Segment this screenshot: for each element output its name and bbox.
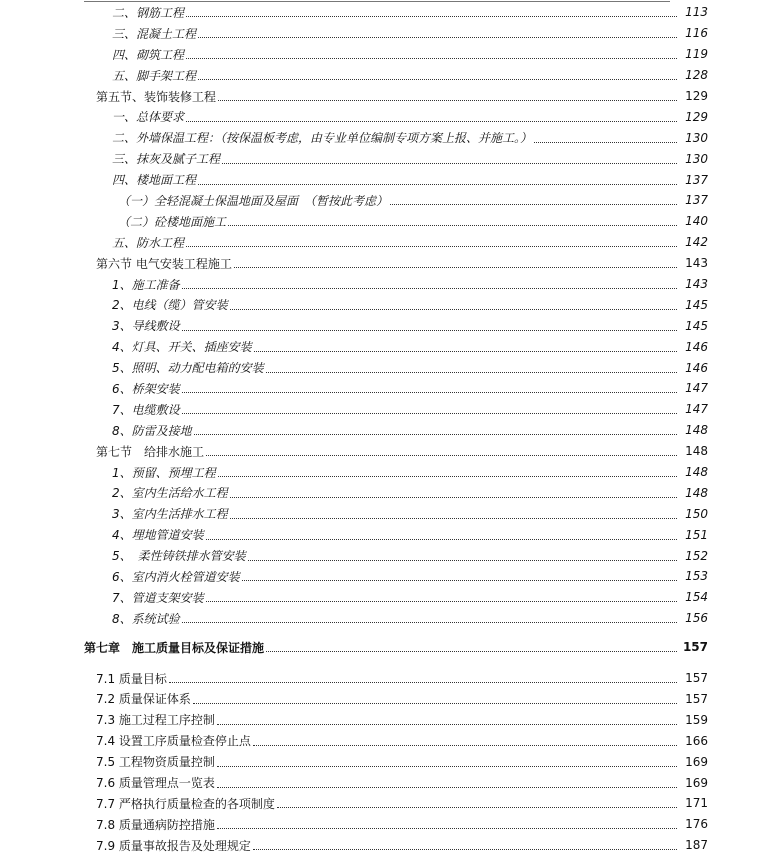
toc-entry-page-number: 157 <box>682 640 708 655</box>
toc-entry[interactable] <box>0 482 780 503</box>
toc-entry[interactable] <box>0 751 780 772</box>
toc-entry-page-number: 130 <box>685 151 708 166</box>
toc-entry-title: 第七章 施工质量目标及保证措施 <box>84 640 265 655</box>
toc-entry-page-number: 145 <box>685 318 708 333</box>
toc-entry[interactable] <box>0 357 780 378</box>
toc-entry-title: 五、防水工程 <box>112 235 185 250</box>
toc-entry[interactable] <box>0 462 780 483</box>
toc-entry-title: （二）砼楼地面施工 <box>118 214 227 229</box>
toc-entry-page-number: 129 <box>685 109 708 124</box>
toc-entry-title: 4、埋地管道安装 <box>112 528 204 543</box>
toc-entry[interactable] <box>0 65 780 86</box>
toc-entry[interactable] <box>0 294 780 315</box>
toc-entry-title: 1、施工准备 <box>112 277 180 292</box>
dot-leader <box>206 539 677 540</box>
toc-entry-page-number: 171 <box>685 796 708 811</box>
dot-leader <box>218 476 677 477</box>
dot-leader <box>266 372 677 373</box>
toc-entry-page-number: 148 <box>685 465 708 480</box>
dot-leader <box>198 79 677 80</box>
toc-entry[interactable] <box>0 441 780 462</box>
dot-leader <box>182 392 677 393</box>
toc-entry-title: 第七节 给排水施工 <box>96 444 205 459</box>
table-of-contents <box>0 2 780 856</box>
toc-entry-title: 第五节、装饰装修工程 <box>96 89 217 104</box>
dot-leader <box>198 37 677 38</box>
toc-entry-page-number: 166 <box>685 733 708 748</box>
toc-entry-page-number: 153 <box>685 569 708 584</box>
toc-entry-title: 四、砌筑工程 <box>112 47 185 62</box>
toc-entry-title: 二、钢筋工程 <box>112 5 185 20</box>
dot-leader <box>182 288 677 289</box>
dot-leader <box>182 413 677 414</box>
toc-entry-page-number: 154 <box>685 590 708 605</box>
toc-entry[interactable] <box>0 524 780 545</box>
toc-entry[interactable] <box>0 420 780 441</box>
toc-entry-page-number: 119 <box>685 47 708 62</box>
toc-entry-title: 8、防雷及接地 <box>112 423 192 438</box>
dot-leader <box>534 142 677 143</box>
toc-entry-title: 7.2 质量保证体系 <box>96 692 191 707</box>
toc-entry-page-number: 150 <box>685 506 708 521</box>
toc-entry[interactable] <box>0 637 780 658</box>
dot-leader <box>218 100 677 101</box>
toc-entry[interactable] <box>0 44 780 65</box>
toc-entry[interactable] <box>0 566 780 587</box>
dot-leader <box>169 682 677 683</box>
toc-entry-title: 7.3 施工过程工序控制 <box>96 713 215 728</box>
toc-entry-title: 2、室内生活给水工程 <box>112 486 228 501</box>
toc-entry[interactable] <box>0 336 780 357</box>
dot-leader <box>230 497 677 498</box>
toc-entry-title: 7.6 质量管理点一览表 <box>96 776 215 790</box>
toc-entry-title: 7.1 质量目标 <box>96 671 167 686</box>
toc-entry[interactable] <box>0 2 780 23</box>
toc-entry-page-number: 137 <box>685 193 708 208</box>
toc-entry-page-number: 142 <box>685 235 708 250</box>
toc-entry-page-number: 137 <box>685 172 708 187</box>
dot-leader <box>266 651 677 652</box>
dot-leader <box>253 849 677 850</box>
toc-entry-title: 五、脚手架工程 <box>112 68 197 83</box>
toc-entry-title: 二、外墙保温工程：（按保温板考虑，由专业单位编制专项方案上报、并施工。） <box>112 131 533 146</box>
toc-entry-title: （一）全轻混凝土保温地面及屋面 （暂按此考虑） <box>118 193 389 208</box>
toc-entry-title: 8、系统试验 <box>112 611 180 626</box>
toc-entry[interactable] <box>0 608 780 629</box>
toc-entry-title: 6、桥架安装 <box>112 381 180 396</box>
toc-entry-page-number: 145 <box>685 297 708 312</box>
toc-entry[interactable] <box>0 709 780 730</box>
dot-leader <box>242 580 677 581</box>
toc-entry[interactable] <box>0 814 780 835</box>
toc-entry-title: 7、电缆敷设 <box>112 402 180 417</box>
toc-entry-title: 6、室内消火栓管道安装 <box>112 569 240 584</box>
dot-leader <box>186 16 677 17</box>
dot-leader <box>193 703 677 704</box>
toc-entry-page-number: 176 <box>685 817 708 832</box>
toc-entry-title: 2、电线（缆）管安装 <box>112 298 228 313</box>
toc-entry-page-number: 147 <box>685 381 708 396</box>
dot-leader <box>217 724 677 725</box>
toc-entry-title: 5、 柔性铸铁排水管安装 <box>112 549 246 564</box>
toc-entry[interactable] <box>0 86 780 107</box>
toc-entry-title: 7.9 质量事故报告及处理规定 <box>96 838 251 853</box>
toc-entry[interactable] <box>0 689 780 710</box>
toc-entry-page-number: 157 <box>685 671 708 686</box>
dot-leader <box>186 58 677 59</box>
toc-entry-page-number: 152 <box>685 548 708 563</box>
toc-entry[interactable] <box>0 23 780 44</box>
dot-leader <box>222 163 677 164</box>
dot-leader <box>228 225 677 226</box>
dot-leader <box>206 601 677 602</box>
toc-entry-page-number: 128 <box>685 68 708 83</box>
dot-leader <box>254 351 677 352</box>
toc-entry[interactable] <box>0 668 780 689</box>
toc-entry[interactable] <box>0 106 780 127</box>
toc-entry-page-number: 116 <box>685 26 708 41</box>
dot-leader <box>277 807 677 808</box>
dot-leader <box>253 745 677 746</box>
dot-leader <box>186 121 677 122</box>
toc-entry[interactable] <box>0 835 780 856</box>
toc-entry[interactable] <box>0 190 780 211</box>
toc-entry-title: 7.7 严格执行质量检查的各项制度 <box>96 796 275 811</box>
toc-entry-page-number: 146 <box>685 339 708 354</box>
toc-entry[interactable] <box>0 730 780 751</box>
dot-leader <box>217 828 677 829</box>
toc-entry[interactable] <box>0 545 780 566</box>
toc-entry-page-number: 151 <box>685 527 708 542</box>
toc-entry-title: 4、灯具、开关、插座安装 <box>112 340 252 355</box>
toc-entry-title: 三、抹灰及腻子工程 <box>112 152 221 167</box>
toc-entry[interactable] <box>0 169 780 190</box>
dot-leader <box>186 246 677 247</box>
toc-entry-title: 7.4 设置工序质量检查停止点 <box>96 734 251 749</box>
dot-leader <box>206 455 677 456</box>
toc-entry-page-number: 143 <box>685 277 708 292</box>
toc-entry-page-number: 129 <box>685 89 708 103</box>
dot-leader <box>234 267 677 268</box>
toc-entry[interactable] <box>0 211 780 232</box>
toc-entry-page-number: 143 <box>685 256 708 271</box>
toc-entry-title: 三、混凝土工程 <box>112 26 197 41</box>
toc-entry-title: 一、总体要求 <box>112 110 185 125</box>
toc-entry[interactable] <box>0 503 780 524</box>
toc-entry[interactable] <box>0 793 780 814</box>
toc-entry-page-number: 146 <box>685 360 708 375</box>
dot-leader <box>390 204 677 205</box>
dot-leader <box>248 560 677 561</box>
toc-entry[interactable] <box>0 253 780 274</box>
toc-entry[interactable] <box>0 127 780 148</box>
toc-entry-page-number: 169 <box>685 775 708 790</box>
toc-entry-page-number: 148 <box>685 423 708 438</box>
toc-entry-page-number: 113 <box>685 5 708 20</box>
toc-entry[interactable] <box>0 587 780 608</box>
toc-entry-page-number: 147 <box>685 402 708 417</box>
toc-entry-page-number: 157 <box>685 691 708 706</box>
toc-entry-title: 7.5 工程物资质量控制 <box>96 755 215 770</box>
dot-leader <box>217 766 677 767</box>
dot-leader <box>198 184 677 185</box>
toc-entry-page-number: 187 <box>685 838 708 853</box>
toc-entry-title: 7.8 质量通病防控措施 <box>96 817 215 832</box>
toc-entry[interactable] <box>0 399 780 420</box>
dot-leader <box>230 309 677 310</box>
dot-leader <box>182 622 677 623</box>
dot-leader <box>230 518 677 519</box>
toc-entry[interactable] <box>0 148 780 169</box>
dot-leader <box>182 330 677 331</box>
toc-entry[interactable] <box>0 315 780 336</box>
toc-entry-title: 3、室内生活排水工程 <box>112 507 228 522</box>
toc-entry-title: 3、导线敷设 <box>112 319 180 334</box>
toc-entry-page-number: 148 <box>685 444 708 459</box>
toc-entry-page-number: 130 <box>685 130 708 145</box>
toc-entry-title: 第六节 电气安装工程施工 <box>96 256 232 271</box>
dot-leader <box>217 787 677 788</box>
toc-entry-page-number: 148 <box>685 485 708 500</box>
dot-leader <box>194 434 677 435</box>
toc-entry-title: 7、管道支架安装 <box>112 590 204 605</box>
toc-entry-page-number: 140 <box>685 214 708 229</box>
toc-entry[interactable] <box>0 378 780 399</box>
toc-entry[interactable] <box>0 274 780 295</box>
toc-entry-page-number: 169 <box>685 754 708 769</box>
toc-entry[interactable] <box>0 232 780 253</box>
toc-entry-title: 5、照明、动力配电箱的安装 <box>112 361 264 376</box>
toc-entry-title: 1、预留、预埋工程 <box>112 465 216 480</box>
toc-entry[interactable] <box>0 772 780 793</box>
toc-entry-page-number: 156 <box>685 611 708 626</box>
toc-entry-title: 四、楼地面工程 <box>112 173 197 188</box>
toc-entry-page-number: 159 <box>685 712 708 727</box>
